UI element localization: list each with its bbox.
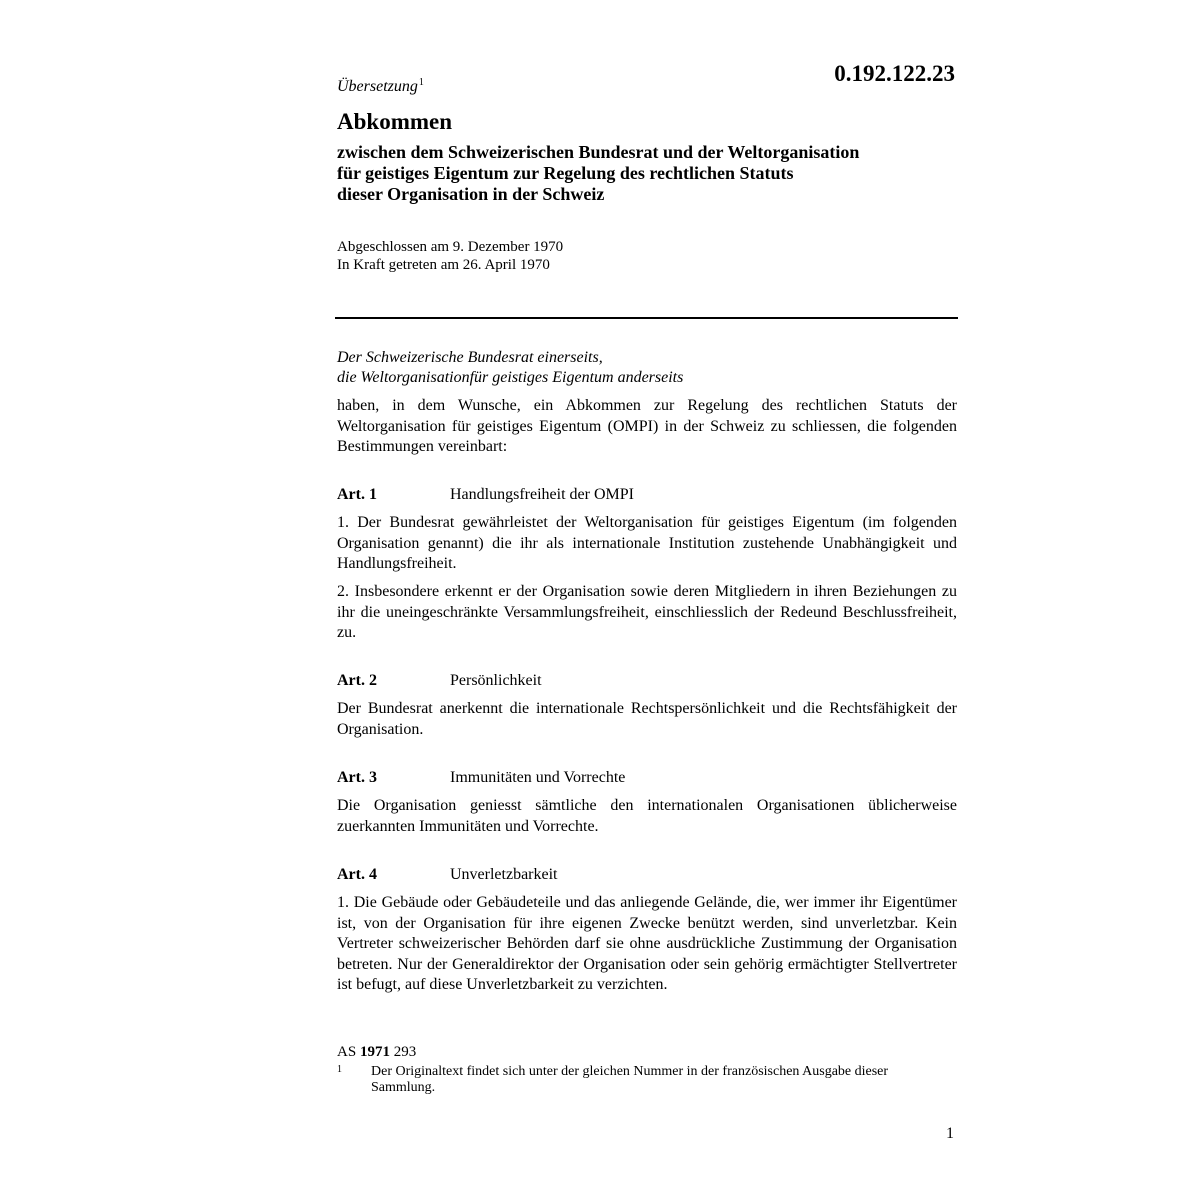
article-paragraph: Die Organisation geniesst sämtliche den internationalen Organisationen üblicherweise zuerkannten Immunitäten und Vorrechte. [337,797,957,835]
article-title: Handlungsfreiheit der OMPI [450,486,634,503]
in-force-date: In Kraft getreten am 26. April 1970 [337,257,550,273]
preamble-text: haben, in dem Wunsche, ein Abkommen zur Regelung des rechtlichen Statuts der Weltorganisation für geistiges Eigentum (OMPI) in der Schweiz zu schliessen, die folgenden Bestimmungen vereinbart: [337,397,957,455]
document-dates [337,238,563,274]
subtitle-line: zwischen dem Schweizerischen Bundesrat und der Weltorganisation [337,142,860,162]
as-reference [337,1043,416,1061]
concluded-date: Abgeschlossen am 9. Dezember 1970 [337,239,564,255]
article-heading [337,865,957,885]
page-number: 1 [946,1125,954,1142]
horizontal-rule [335,317,958,319]
as-year: 1971 [359,1044,390,1060]
article-title: Immunitäten und Vorrechte [450,769,626,786]
footnote [337,1064,937,1096]
article-paragraph: 1. Der Bundesrat gewährleistet der Weltorganisation für geistiges Eigentum (im folgenden Organisation genannt) die ihr als internationale Institution zustehende Unabhängigkeit und Handlungsfreiheit. [337,514,957,572]
article-number: Art. 4 [337,866,377,883]
article-paragraph: 1. Die Gebäude oder Gebäudeteile und das anliegende Gelände, die, wer immer ihr Eigentümer ist, von der Organisation für ihre eigenen Zwecke benützt werden, sind unverletzbar. Kein Vertreter schweizerischer Behörden darf sie ohne ausdrückliche Zustimmung der Organisation betreten. Nur der Generaldirektor der Organisation oder sein gehörig ermächtigter Stellvertreter ist befugt, auf diese Unverletzbarkeit zu verzichten. [337,894,957,993]
subtitle-line: dieser Organisation in der Schweiz [337,184,605,204]
article-heading [337,768,957,788]
subtitle-line: für geistiges Eigentum zur Regelung des rechtlichen Statuts [337,163,794,183]
footnote-reference[interactable]: 1 [418,77,424,88]
footnote-mark: 1 [337,1064,342,1075]
article-heading [337,485,957,505]
as-page: 293 [393,1044,417,1060]
as-prefix: AS [337,1044,357,1060]
preamble-line: Der Schweizerische Bundesrat einerseits, [337,349,603,366]
document-title: Abkommen [337,109,453,134]
translation-label [337,73,424,97]
article-title: Persönlichkeit [450,672,542,689]
article-number: Art. 2 [337,672,377,689]
document-subtitle [337,142,957,205]
article-title: Unverletzbarkeit [450,866,558,883]
preamble-parties [337,348,957,388]
article-paragraph: Der Bundesrat anerkennt die internationale Rechtspersönlichkeit und die Rechtsfähigkeit der Organisation. [337,700,957,738]
article-number: Art. 1 [337,486,377,503]
article-heading [337,671,957,691]
footnote-text: Der Originaltext findet sich unter der gleichen Nummer in der französischen Ausgabe dieser Sammlung. [371,1064,889,1095]
translation-text: Übersetzung [337,78,418,95]
preamble-line: die Weltorganisationfür geistiges Eigentum anderseits [337,369,684,386]
sr-number: 0.192.122.23 [834,61,955,86]
article-number: Art. 3 [337,769,377,786]
article-paragraph: 2. Insbesondere erkennt er der Organisation sowie deren Mitgliedern in ihren Beziehungen zu ihr die uneingeschränkte Versammlungsfreiheit, einschliesslich der Redeund Beschlussfreiheit, zu. [337,583,957,641]
